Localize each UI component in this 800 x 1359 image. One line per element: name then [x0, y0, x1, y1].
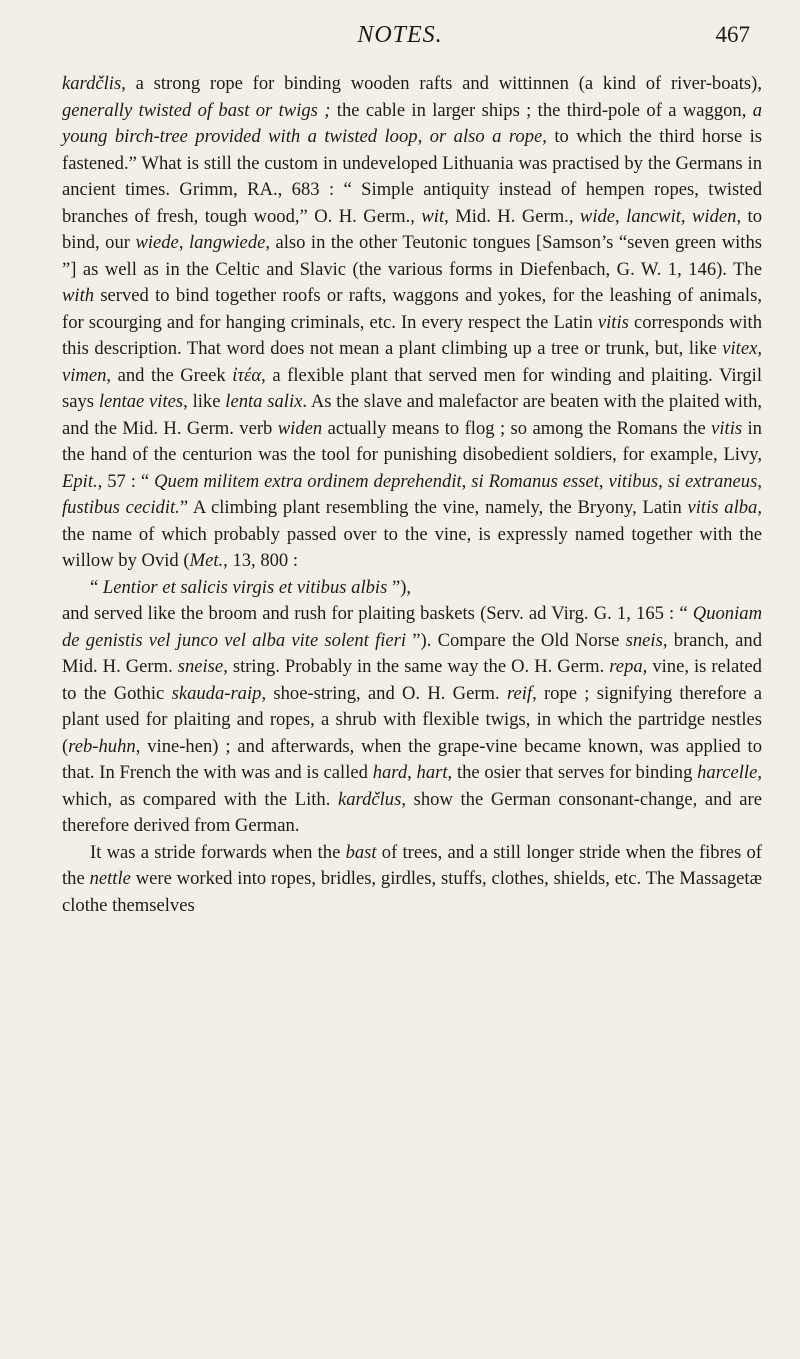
italic-run: ἰτέα [232, 364, 262, 386]
text-run: , the osier that serves for binding [447, 762, 698, 783]
text-run: , [757, 338, 762, 359]
italic-run: sneise [177, 656, 224, 677]
paragraph-2 [62, 601, 762, 840]
text-run: , string. Probably in the same way the O. H. Germ. [223, 656, 610, 677]
italic-run: sneis [625, 629, 663, 651]
italic-run: repa [609, 656, 643, 677]
italic-run: lenta salix [225, 391, 303, 412]
text-run: actually means to flog ; so among the Romans the [322, 417, 712, 439]
text-run: , 13, 800 : [223, 550, 299, 571]
text-run: ” A climbing plant resembling the vine, namely, the Bryony, Latin [179, 497, 688, 518]
paragraph-3 [62, 840, 762, 920]
italic-run: with [62, 285, 95, 306]
italic-run: wit [421, 205, 445, 227]
quotation [90, 575, 762, 602]
page-number: 467 [715, 22, 750, 47]
text-run: , Mid. H. Germ., [444, 205, 580, 227]
text-run: , a flexible plant that served men for winding and plaiting. Virgil says [62, 364, 762, 412]
text-run: . As the slave and malefactor are beaten with the plaited with, and the Mid. H. Germ. verb [62, 391, 763, 439]
italic-run: widen [277, 417, 323, 439]
italic-run: harcelle [697, 762, 758, 783]
text-run: were worked into ropes, bridles, girdles, stuffs, clothes, shields, etc. The Massagetæ clothe themselves [62, 868, 762, 916]
text-run: served to bind together roofs or rafts, waggons and yokes, for the leashing of animals, for scourging and for hanging criminals, etc. In every respect the Latin [62, 285, 762, 333]
text-run: , a strong rope for binding wooden rafts and wittinnen (a kind of river-boats), [121, 73, 762, 94]
italic-run: Epit. [62, 470, 98, 492]
text-run: It was a stride forwards when the [90, 841, 346, 863]
italic-run: vitibus [608, 470, 659, 492]
text-run: , vine, is related to the Gothic [62, 656, 762, 704]
italic-run: skauda-raip [171, 682, 262, 704]
text-run: , rope ; signifying therefore a plant used for plaiting and ropes, a shrub with flexible twigs, in which the partridge nestles ( [62, 682, 762, 757]
italic-run: Met. [189, 550, 224, 571]
italic-run: wide [579, 205, 616, 227]
italic-run: fustibus cecidit. [62, 497, 180, 518]
italic-run: wiede [135, 232, 179, 253]
italic-run: hard [372, 762, 408, 783]
text-run: and served like the broom and rush for plaiting baskets (Serv. ad Virg. G. 1, 165 : “ [62, 603, 693, 624]
italic-run: si extraneus [667, 470, 758, 492]
italic-run: bast [345, 841, 377, 863]
italic-run: vitis alba [687, 497, 758, 518]
italic-run: widen [692, 205, 737, 227]
text-run: , shoe-string, and O. H. Germ. [261, 682, 507, 704]
italic-run: nettle [89, 868, 131, 889]
italic-run: Quoniam de genistis vel junco vel alba vite solent fieri [62, 603, 762, 651]
italic-run: reif [506, 682, 533, 704]
running-title: NOTES. [357, 22, 443, 48]
italic-run: langwiede [188, 232, 266, 253]
italic-run: si Romanus esset [471, 470, 599, 492]
text-run: , to bind, our [62, 205, 763, 253]
italic-run: vimen [62, 364, 107, 386]
text-run: corresponds with this description. That word does not mean a plant climbing up a tree or trunk, but, like [62, 311, 762, 359]
italic-run: vitis [597, 311, 629, 333]
italic-run: reb-huhn [68, 735, 136, 757]
italic-run: hart [416, 762, 448, 783]
italic-run: lancwit [626, 205, 681, 227]
text-run: ”), [387, 576, 412, 598]
text-run: , 57 : “ [97, 470, 155, 492]
italic-run: generally twisted of bast or twigs ; [62, 99, 331, 121]
text-run: , which, as compared with the Lith. [62, 762, 763, 810]
text-run: , [658, 470, 668, 492]
text-run: , [680, 205, 693, 227]
text-run: , like [183, 391, 226, 412]
italic-run: kardčlus [338, 788, 402, 810]
text-run: , [178, 232, 189, 253]
text-run: of trees, and a still longer stride when the fibres of the [62, 841, 763, 889]
text-run: “ [90, 576, 103, 598]
italic-run: a young birch-tree provided with a twisted loop [62, 99, 762, 147]
text-run: , and the Greek [106, 364, 233, 386]
text-run: , [407, 762, 417, 783]
body-text [62, 71, 762, 919]
italic-run: Quem militem extra ordinem deprehendit [154, 470, 462, 492]
text-run: , show the German consonant-change, and are therefore derived from German. [62, 788, 762, 836]
text-run: , [417, 126, 430, 147]
text-run: in the hand of the centurion was the tool for punishing disobedient soldiers, for example, Livy, [62, 417, 762, 465]
text-run: , the name of which probably passed over to the vine, is expressly named together with the willow by Ovid ( [62, 497, 762, 571]
text-run: , also in the other Teutonic tongues [Samson’s “seven green withs ”] as well as in the Celtic and Slavic (the various forms in Diefenbach, G. W. 1, 146). The [62, 232, 762, 280]
italic-run: Lentior et salicis virgis et vitibus albis [102, 576, 388, 598]
italic-run: or also a rope [429, 126, 543, 147]
text-run: , [757, 470, 762, 492]
text-run: , [615, 205, 627, 227]
italic-run: lentae vites [98, 391, 184, 412]
page-header [0, 14, 800, 54]
italic-run: kardčlis [62, 73, 122, 94]
text-run: , [461, 470, 472, 492]
text-run: , to which the third horse is fastened.” What is still the custom in undeveloped Lithuania was practised by the Germans in ancient times. Grimm, RA., 683 : “ Simple antiquity instead of hempen ropes, twisted branches of fresh, tough wood,” O. H. Germ., [62, 126, 763, 227]
text-run: , vine-hen) ; and afterwards, when the grape-vine became known, was applied to that. In French the with was and is called [62, 735, 762, 783]
italic-run: vitex [722, 338, 758, 359]
italic-run: vitis [711, 417, 743, 439]
paragraph-1 [62, 71, 762, 575]
text-run: , [598, 470, 609, 492]
text-run: ”). Compare the Old Norse [406, 629, 626, 651]
text-run: the cable in larger ships ; the third-pole of a waggon, [330, 99, 753, 121]
text-run: , branch, and Mid. H. Germ. [62, 629, 762, 677]
